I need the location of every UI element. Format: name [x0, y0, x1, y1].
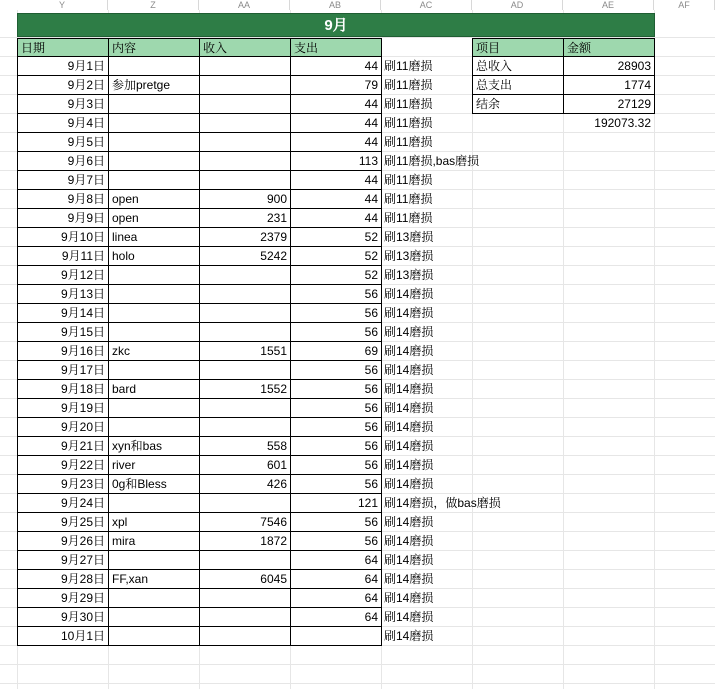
income-cell[interactable] [199, 265, 291, 285]
content-cell[interactable]: linea [108, 227, 200, 247]
date-cell[interactable]: 9月19日 [17, 398, 109, 418]
date-cell[interactable]: 9月6日 [17, 151, 109, 171]
note-cell[interactable]: 刷14磨损，做bas磨损 [384, 496, 501, 510]
date-cell[interactable]: 9月5日 [17, 132, 109, 152]
income-cell[interactable] [199, 588, 291, 608]
income-cell[interactable]: 7546 [199, 512, 291, 532]
content-cell[interactable] [108, 113, 200, 133]
expense-cell[interactable]: 44 [290, 94, 382, 114]
date-cell[interactable]: 9月18日 [17, 379, 109, 399]
income-header[interactable]: 收入 [199, 38, 291, 57]
income-cell[interactable] [199, 132, 291, 152]
date-cell[interactable]: 9月8日 [17, 189, 109, 209]
content-cell[interactable] [108, 322, 200, 342]
date-cell[interactable]: 9月30日 [17, 607, 109, 627]
note-cell[interactable]: 刷14磨损 [384, 534, 434, 548]
date-cell[interactable]: 9月22日 [17, 455, 109, 475]
date-cell[interactable]: 9月24日 [17, 493, 109, 513]
note-cell[interactable]: 刷14磨损 [384, 401, 434, 415]
date-cell[interactable]: 9月11日 [17, 246, 109, 266]
income-cell[interactable] [199, 170, 291, 190]
date-header[interactable]: 日期 [17, 38, 109, 57]
note-cell[interactable]: 刷14磨损 [384, 306, 434, 320]
note-cell[interactable]: 刷14磨损 [384, 363, 434, 377]
date-cell[interactable]: 9月14日 [17, 303, 109, 323]
content-cell[interactable]: zkc [108, 341, 200, 361]
income-cell[interactable] [199, 94, 291, 114]
column-header-z[interactable]: Z [108, 0, 199, 10]
expense-cell[interactable]: 56 [290, 474, 382, 494]
note-cell[interactable]: 刷14磨损 [384, 553, 434, 567]
date-cell[interactable]: 9月29日 [17, 588, 109, 608]
note-cell[interactable]: 刷14磨损 [384, 515, 434, 529]
income-cell[interactable] [199, 626, 291, 646]
content-cell[interactable] [108, 607, 200, 627]
expense-cell[interactable]: 56 [290, 379, 382, 399]
column-header-ab[interactable]: AB [290, 0, 381, 10]
expense-cell[interactable]: 56 [290, 284, 382, 304]
expense-header[interactable]: 支出 [290, 38, 382, 57]
note-cell[interactable]: 刷13磨损 [384, 249, 434, 263]
content-cell[interactable]: 0g和Bless [108, 474, 200, 494]
note-cell[interactable]: 刷11磨损 [384, 59, 433, 73]
expense-cell[interactable]: 44 [290, 208, 382, 228]
content-cell[interactable] [108, 588, 200, 608]
content-cell[interactable] [108, 265, 200, 285]
date-cell[interactable]: 9月3日 [17, 94, 109, 114]
income-cell[interactable] [199, 417, 291, 437]
expense-cell[interactable]: 44 [290, 189, 382, 209]
income-cell[interactable]: 426 [199, 474, 291, 494]
expense-cell[interactable]: 56 [290, 303, 382, 323]
content-cell[interactable] [108, 360, 200, 380]
note-cell[interactable]: 刷11磨损 [384, 78, 433, 92]
date-cell[interactable]: 9月9日 [17, 208, 109, 228]
income-cell[interactable] [199, 550, 291, 570]
note-cell[interactable]: 刷14磨损 [384, 572, 434, 586]
date-cell[interactable]: 9月21日 [17, 436, 109, 456]
income-cell[interactable] [199, 322, 291, 342]
date-cell[interactable]: 9月1日 [17, 56, 109, 76]
note-cell[interactable]: 刷14磨损 [384, 458, 434, 472]
expense-cell[interactable]: 56 [290, 512, 382, 532]
note-cell[interactable]: 刷14磨损 [384, 344, 434, 358]
expense-cell[interactable]: 44 [290, 113, 382, 133]
content-cell[interactable]: xpl [108, 512, 200, 532]
summary-amount-cell[interactable]: 27129 [563, 94, 655, 114]
income-cell[interactable] [199, 151, 291, 171]
note-cell[interactable]: 刷13磨损 [384, 230, 434, 244]
content-cell[interactable] [108, 626, 200, 646]
income-cell[interactable] [199, 284, 291, 304]
column-header-y[interactable]: Y [17, 0, 108, 10]
expense-cell[interactable]: 79 [290, 75, 382, 95]
content-cell[interactable]: xyn和bas [108, 436, 200, 456]
income-cell[interactable]: 601 [199, 455, 291, 475]
date-cell[interactable]: 9月13日 [17, 284, 109, 304]
content-cell[interactable]: 参加pretge [108, 75, 200, 95]
income-cell[interactable] [199, 75, 291, 95]
summary-item-header[interactable]: 项目 [472, 38, 564, 57]
content-header[interactable]: 内容 [108, 38, 200, 57]
income-cell[interactable]: 558 [199, 436, 291, 456]
note-cell[interactable]: 刷14磨损 [384, 325, 434, 339]
column-header-aa[interactable]: AA [199, 0, 290, 10]
income-cell[interactable]: 900 [199, 189, 291, 209]
content-cell[interactable] [108, 398, 200, 418]
column-header-af[interactable]: AF [654, 0, 715, 10]
note-cell[interactable]: 刷11磨损 [384, 173, 433, 187]
date-cell[interactable]: 9月27日 [17, 550, 109, 570]
month-title-cell[interactable]: 9月 [17, 13, 655, 37]
date-cell[interactable]: 9月25日 [17, 512, 109, 532]
note-cell[interactable]: 刷14磨损 [384, 610, 434, 624]
income-cell[interactable] [199, 398, 291, 418]
content-cell[interactable] [108, 170, 200, 190]
content-cell[interactable]: open [108, 189, 200, 209]
date-cell[interactable]: 9月2日 [17, 75, 109, 95]
note-cell[interactable]: 刷13磨损 [384, 268, 434, 282]
content-cell[interactable]: FF,xan [108, 569, 200, 589]
summary-amount-header[interactable]: 金额 [563, 38, 655, 57]
date-cell[interactable]: 9月4日 [17, 113, 109, 133]
date-cell[interactable]: 9月7日 [17, 170, 109, 190]
expense-cell[interactable]: 56 [290, 436, 382, 456]
income-cell[interactable]: 5242 [199, 246, 291, 266]
expense-cell[interactable]: 56 [290, 417, 382, 437]
note-cell[interactable]: 刷11磨损 [384, 211, 433, 225]
income-cell[interactable]: 1552 [199, 379, 291, 399]
note-cell[interactable]: 刷11磨损 [384, 135, 433, 149]
summary-item-cell[interactable]: 结余 [472, 94, 564, 114]
income-cell[interactable]: 2379 [199, 227, 291, 247]
content-cell[interactable] [108, 56, 200, 76]
date-cell[interactable]: 9月23日 [17, 474, 109, 494]
content-cell[interactable]: river [108, 455, 200, 475]
expense-cell[interactable]: 44 [290, 56, 382, 76]
note-cell[interactable]: 刷11磨损,bas磨损 [384, 154, 480, 168]
content-cell[interactable]: bard [108, 379, 200, 399]
note-cell[interactable]: 刷14磨损 [384, 591, 434, 605]
income-cell[interactable] [199, 113, 291, 133]
content-cell[interactable] [108, 550, 200, 570]
column-header-ad[interactable]: AD [472, 0, 563, 10]
note-cell[interactable]: 刷14磨损 [384, 287, 434, 301]
date-cell[interactable]: 9月20日 [17, 417, 109, 437]
income-cell[interactable]: 1551 [199, 341, 291, 361]
date-cell[interactable]: 9月15日 [17, 322, 109, 342]
content-cell[interactable] [108, 303, 200, 323]
expense-cell[interactable]: 52 [290, 227, 382, 247]
note-cell[interactable]: 刷14磨损 [384, 477, 434, 491]
column-header-ae[interactable]: AE [563, 0, 654, 10]
note-cell[interactable]: 刷14磨损 [384, 382, 434, 396]
expense-cell[interactable]: 64 [290, 569, 382, 589]
content-cell[interactable] [108, 151, 200, 171]
expense-cell[interactable]: 64 [290, 588, 382, 608]
expense-cell[interactable]: 121 [290, 493, 382, 513]
content-cell[interactable] [108, 132, 200, 152]
column-header-ac[interactable]: AC [381, 0, 472, 10]
income-cell[interactable] [199, 303, 291, 323]
expense-cell[interactable]: 56 [290, 322, 382, 342]
summary-item-cell[interactable]: 总收入 [472, 56, 564, 76]
date-cell[interactable]: 9月10日 [17, 227, 109, 247]
expense-cell[interactable]: 52 [290, 265, 382, 285]
expense-cell[interactable]: 69 [290, 341, 382, 361]
expense-cell[interactable]: 56 [290, 455, 382, 475]
income-cell[interactable] [199, 56, 291, 76]
content-cell[interactable]: open [108, 208, 200, 228]
income-cell[interactable]: 6045 [199, 569, 291, 589]
content-cell[interactable] [108, 284, 200, 304]
date-cell[interactable]: 9月12日 [17, 265, 109, 285]
date-cell[interactable]: 10月1日 [17, 626, 109, 646]
summary-amount-cell[interactable]: 28903 [563, 56, 655, 76]
content-cell[interactable] [108, 493, 200, 513]
summary-item-cell[interactable]: 总支出 [472, 75, 564, 95]
expense-cell[interactable]: 64 [290, 607, 382, 627]
income-cell[interactable] [199, 607, 291, 627]
note-cell[interactable]: 刷14磨损 [384, 629, 434, 643]
expense-cell[interactable]: 113 [290, 151, 382, 171]
expense-cell[interactable]: 56 [290, 360, 382, 380]
expense-cell[interactable]: 64 [290, 550, 382, 570]
income-cell[interactable]: 1872 [199, 531, 291, 551]
date-cell[interactable]: 9月16日 [17, 341, 109, 361]
content-cell[interactable] [108, 94, 200, 114]
content-cell[interactable]: holo [108, 246, 200, 266]
content-cell[interactable]: mira [108, 531, 200, 551]
extra-value-cell[interactable]: 192073.32 [594, 116, 651, 130]
date-cell[interactable]: 9月26日 [17, 531, 109, 551]
expense-cell[interactable] [290, 626, 382, 646]
note-cell[interactable]: 刷11磨损 [384, 192, 433, 206]
income-cell[interactable] [199, 360, 291, 380]
note-cell[interactable]: 刷14磨损 [384, 420, 434, 434]
date-cell[interactable]: 9月28日 [17, 569, 109, 589]
expense-cell[interactable]: 52 [290, 246, 382, 266]
summary-amount-cell[interactable]: 1774 [563, 75, 655, 95]
expense-cell[interactable]: 44 [290, 170, 382, 190]
note-cell[interactable]: 刷14磨损 [384, 439, 434, 453]
income-cell[interactable] [199, 493, 291, 513]
date-cell[interactable]: 9月17日 [17, 360, 109, 380]
content-cell[interactable] [108, 417, 200, 437]
expense-cell[interactable]: 56 [290, 531, 382, 551]
income-cell[interactable]: 231 [199, 208, 291, 228]
expense-cell[interactable]: 56 [290, 398, 382, 418]
expense-cell[interactable]: 44 [290, 132, 382, 152]
note-cell[interactable]: 刷11磨损 [384, 97, 433, 111]
note-cell[interactable]: 刷11磨损 [384, 116, 433, 130]
